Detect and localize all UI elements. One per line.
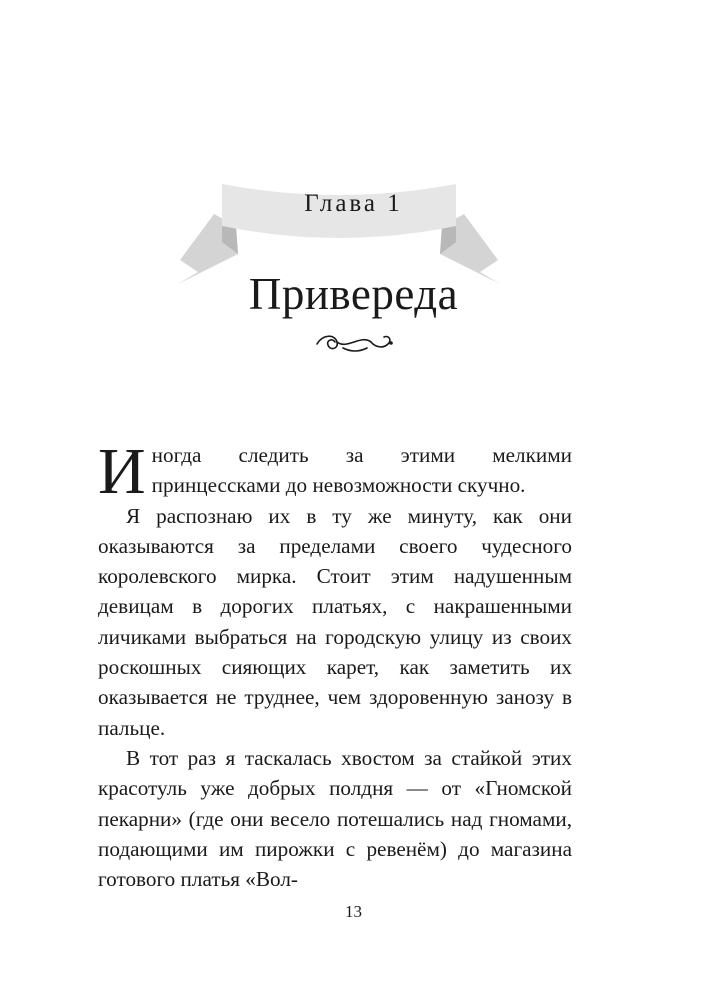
page-number: 13 bbox=[345, 902, 362, 921]
chapter-title: Привереда bbox=[248, 269, 459, 319]
paragraph-1 bbox=[98, 435, 572, 508]
flourish-ornament-icon bbox=[313, 330, 395, 354]
paragraph-2: Я распознаю их в ту же минуту, как они оказываются за пределами своего чудесного королевского мирка. Стоит этим надушенным девицам в дорогих платьях, с накрашенными личиками выбраться на городскую улицу из своих роскошных сияющих карет, как заметить их оказывается не труднее, чем здоровенную занозу в пальце. bbox=[98, 503, 572, 740]
paragraph-3: В тот раз я таскалась хвостом за стайкой этих красотуль уже добрых полдня — от «Гномской пекарни» (где они весело потешались над гномами, подающими им пирожки с ревенём) до магазина готового платья «Вол- bbox=[98, 745, 572, 892]
chapter-label: Глава 1 bbox=[304, 190, 403, 217]
chapter-body-text bbox=[98, 435, 572, 894]
paragraph-1-text: ногда следить за этими мелкими принцессками до невозможности скучно. bbox=[151, 443, 572, 498]
drop-cap: И bbox=[98, 435, 146, 508]
